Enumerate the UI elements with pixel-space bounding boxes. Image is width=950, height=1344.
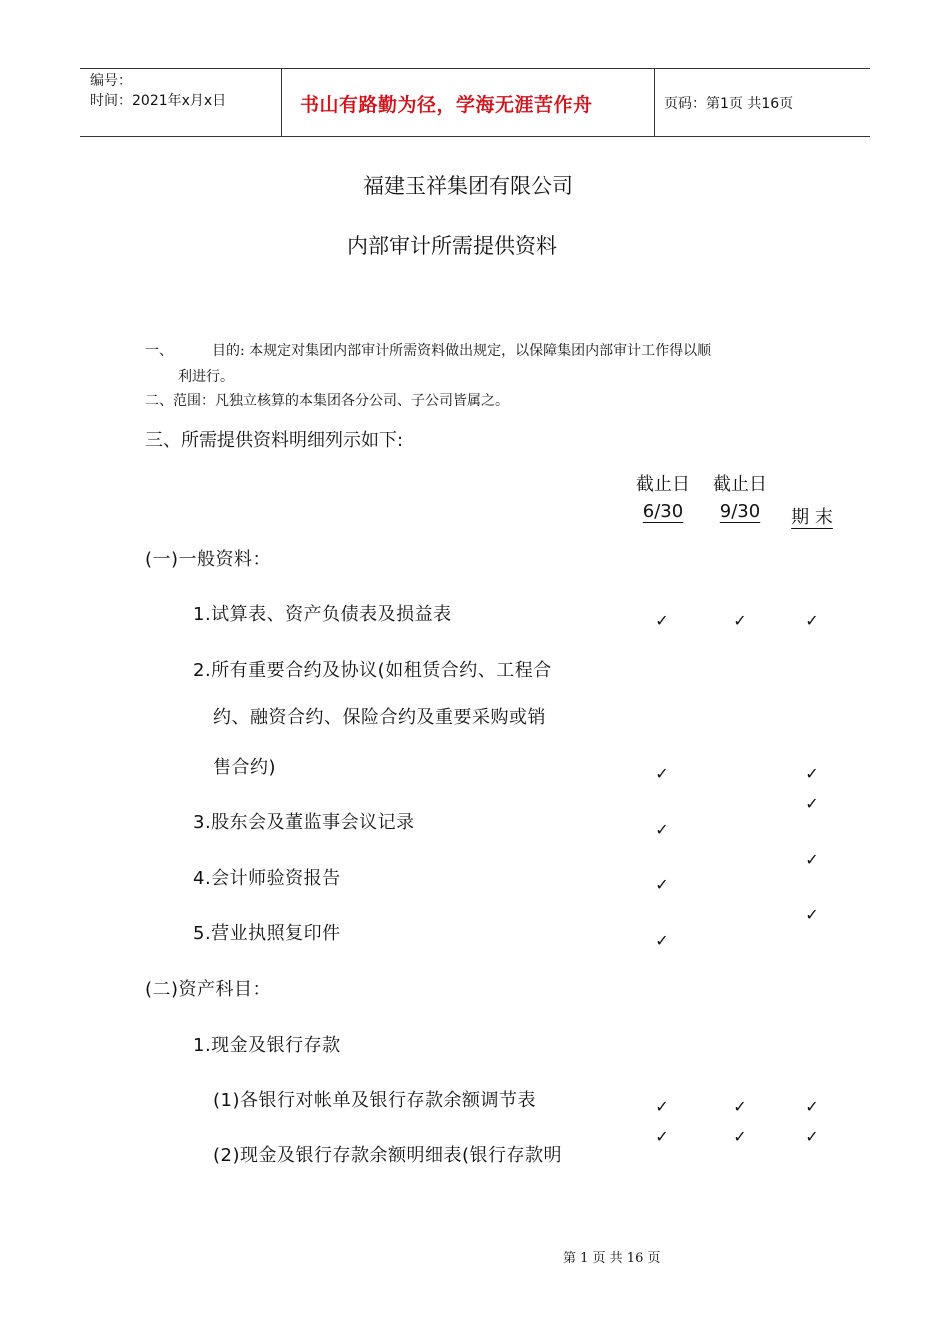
header-number-label: 编号： xyxy=(90,73,132,89)
check-mark-icon: ✓ xyxy=(655,820,669,839)
check-mark-icon: ✓ xyxy=(805,764,819,783)
section1-line2: 利进行。 xyxy=(178,369,234,385)
group2-sub1: (1)各银行对帐单及银行存款余额调节表 xyxy=(213,1090,536,1111)
header-divider-left xyxy=(281,68,282,136)
section3-heading: 三、所需提供资料明细列示如下: xyxy=(145,430,404,451)
check-mark-icon: ✓ xyxy=(655,875,669,894)
header-page-label: 页码：第1页 共16页 xyxy=(664,96,794,112)
check-mark-icon: ✓ xyxy=(805,1097,819,1116)
group1-item3: 3.股东会及董监事会议记录 xyxy=(193,812,415,833)
group2-title: (二)资产科目： xyxy=(145,979,272,1000)
check-mark-icon: ✓ xyxy=(655,931,669,950)
group2-sub2: (2)现金及银行存款余额明细表(银行存款明 xyxy=(213,1145,563,1166)
check-mark-icon: ✓ xyxy=(655,1127,669,1146)
header-top-border xyxy=(80,68,870,69)
section2-text: 二、范围：凡独立核算的本集团各分公司、子公司皆属之。 xyxy=(145,393,509,409)
header-bottom-border xyxy=(80,136,870,137)
column3-header: 期 末 xyxy=(791,507,833,528)
group1-title: (一)一般资料： xyxy=(145,549,272,570)
section1-line1: 目的: 本规定对集团内部审计所需资料做出规定，以保障集团内部审计工作得以顺 xyxy=(212,343,712,359)
check-mark-icon: ✓ xyxy=(805,850,819,869)
check-mark-icon: ✓ xyxy=(805,611,819,630)
header-time-label: 时间：2021年x月x日 xyxy=(90,93,227,109)
group1-item2-line2: 约、融资合约、保险合约及重要采购或销 xyxy=(213,707,546,728)
group1-item5: 5.营业执照复印件 xyxy=(193,923,341,944)
group1-item2-line3: 售合约) xyxy=(213,757,277,778)
document-title: 内部审计所需提供资料 xyxy=(347,234,557,258)
check-mark-icon: ✓ xyxy=(655,764,669,783)
page-footer: 第 1 页 共 16 页 xyxy=(563,1251,661,1266)
section1-marker: 一、 xyxy=(145,343,173,359)
column1-header-top: 截止日 xyxy=(636,474,690,495)
column2-header-date: 9/30 xyxy=(719,501,761,522)
column2-header-top: 截止日 xyxy=(713,474,767,495)
check-mark-icon: ✓ xyxy=(733,1097,747,1116)
company-name: 福建玉祥集团有限公司 xyxy=(363,174,573,198)
group1-item1: 1.试算表、资产负债表及损益表 xyxy=(193,604,452,625)
check-mark-icon: ✓ xyxy=(805,1127,819,1146)
group1-item4: 4.会计师验资报告 xyxy=(193,868,341,889)
header-motto: 书山有路勤为径，学海无涯苦作舟 xyxy=(300,94,593,116)
header-divider-right xyxy=(654,68,655,136)
check-mark-icon: ✓ xyxy=(655,1097,669,1116)
check-mark-icon: ✓ xyxy=(805,794,819,813)
group2-item1: 1.现金及银行存款 xyxy=(193,1035,341,1056)
check-mark-icon: ✓ xyxy=(733,1127,747,1146)
check-mark-icon: ✓ xyxy=(733,611,747,630)
check-mark-icon: ✓ xyxy=(655,611,669,630)
group1-item2-line1: 2.所有重要合约及协议(如租赁合约、工程合 xyxy=(193,660,552,681)
check-mark-icon: ✓ xyxy=(805,905,819,924)
column1-header-date: 6/30 xyxy=(642,501,684,522)
